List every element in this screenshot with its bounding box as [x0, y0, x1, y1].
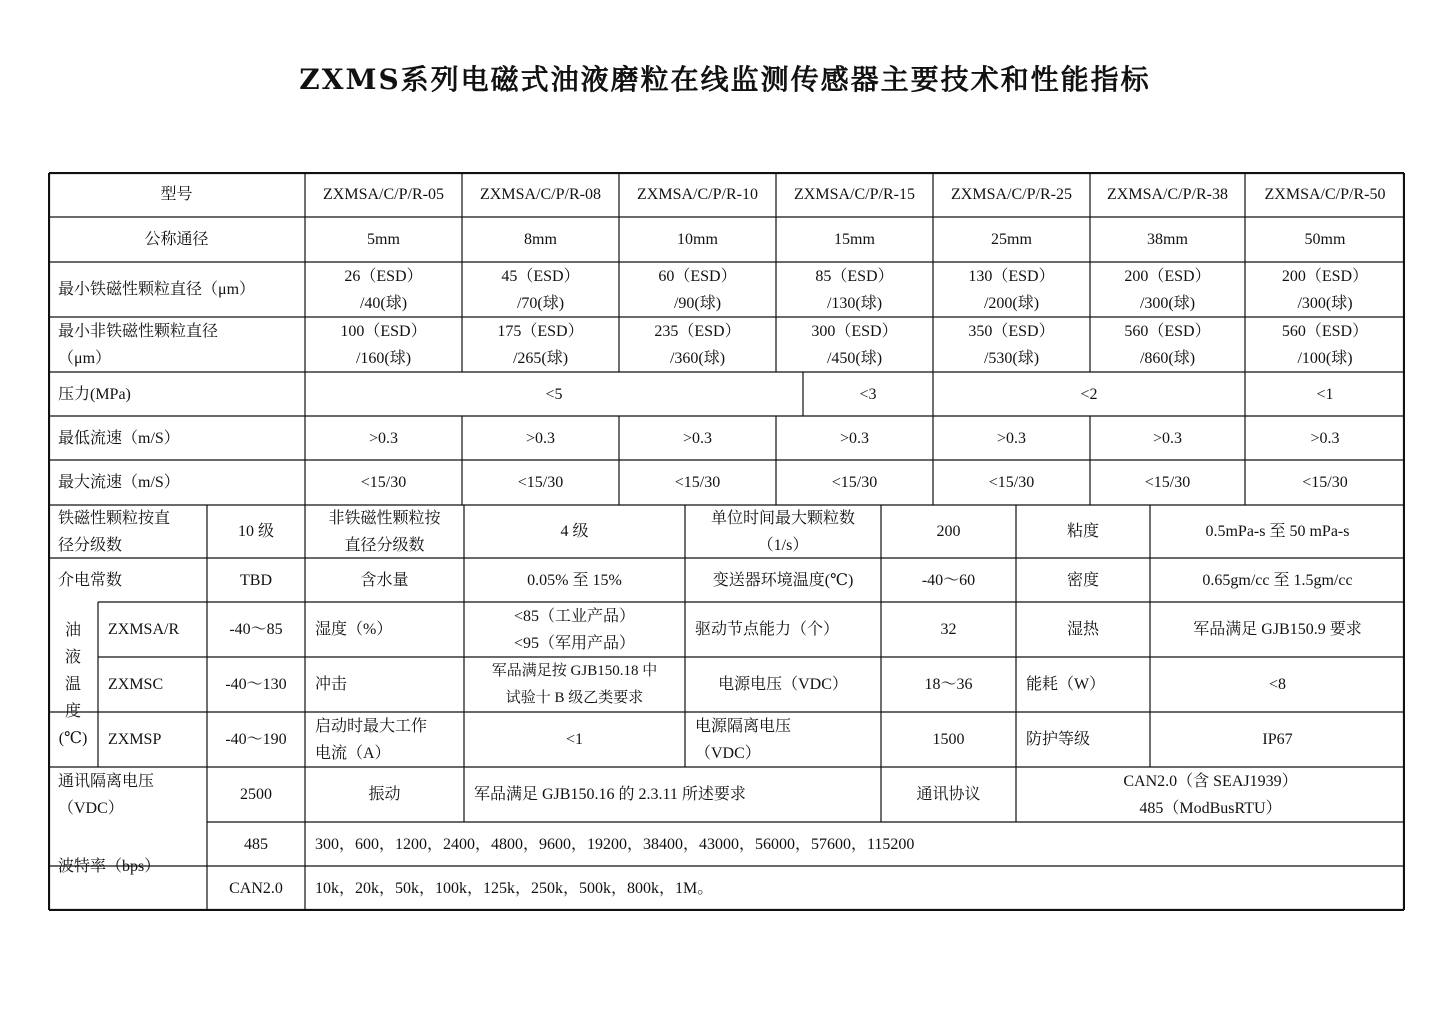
page-title: ZXMS系列电磁式油液磨粒在线监测传感器主要技术和性能指标 [299, 63, 1151, 96]
min_flow-value: >0.3 [1152, 429, 1183, 447]
ferrous-grade-label: 铁磁性颗粒按直 径分级数 [58, 509, 171, 554]
baud-label: 波特率（bps） [58, 858, 161, 875]
damp_heat-value: 军品满足 GJB150.9 要求 [1193, 621, 1362, 638]
pressure-value: <2 [1080, 385, 1098, 403]
comm-isolation-value: 2500 [240, 786, 272, 803]
oil-temp-label: 油 液 温 度 (℃) [58, 622, 88, 747]
nonferrous-value: 560（ESD） /860(球) [1124, 322, 1211, 367]
nonferrous-value: 175（ESD） /265(球) [497, 322, 584, 367]
min_flow-label: 最低流速（m/S） [58, 429, 180, 447]
ferrous-value: 200（ESD） /300(球) [1124, 267, 1211, 312]
water-value: 0.05% 至 15% [527, 571, 622, 589]
power-value: 18～36 [924, 676, 973, 693]
startup-label: 启动时最大工作 电流（A） [315, 717, 428, 762]
protection-label: 防护等级 [1026, 731, 1091, 748]
min_flow-value: >0.3 [839, 429, 870, 447]
baud-type: CAN2.0 [229, 880, 283, 897]
oil-temp-range: -40～130 [225, 676, 287, 693]
shock-value: 军品满足按 GJB150.18 中 试验十 B 级乙类要求 [491, 662, 658, 706]
max-count-label: 单位时间最大颗粒数 （1/s） [710, 509, 855, 554]
env-temp-value: -40～60 [921, 571, 976, 589]
ferrous-value: 130（ESD） /200(球) [968, 267, 1055, 312]
ferrous-label: 最小铁磁性颗粒直径（μm） [58, 281, 256, 298]
model-value: ZXMSA/C/P/R-25 [951, 186, 1072, 203]
model-value: ZXMSA/C/P/R-05 [323, 186, 444, 203]
bore-value: 10mm [677, 231, 718, 248]
pressure-value: <3 [859, 385, 877, 403]
min_flow-value: >0.3 [525, 429, 556, 447]
model-value: ZXMSA/C/P/R-08 [480, 186, 601, 203]
ferrous-value: 85（ESD） /130(球) [815, 267, 894, 312]
ferrous-value: 60（ESD） /90(球) [658, 267, 737, 312]
model-value: ZXMSA/C/P/R-38 [1107, 186, 1228, 203]
density-value: 0.65gm/cc 至 1.5gm/cc [1202, 571, 1353, 589]
ferrous-value: 200（ESD） /300(球) [1281, 267, 1369, 312]
oil-temp-range: -40～190 [225, 731, 287, 748]
max_flow-label: 最大流速（m/S） [58, 474, 180, 491]
max_flow-value: <15/30 [1302, 474, 1348, 491]
nonferrous-value: 100（ESD） /160(球) [340, 322, 427, 367]
drive-value: 32 [940, 621, 957, 638]
ferrous-value: 26（ESD） /40(球) [344, 267, 423, 312]
density-label: 密度 [1066, 571, 1099, 589]
bore-value: 38mm [1147, 231, 1188, 248]
bore-value: 5mm [367, 231, 400, 248]
protection-value: IP67 [1262, 731, 1293, 748]
isolation-label: 电源隔离电压 （VDC） [695, 717, 792, 762]
drive-label: 驱动节点能力（个） [695, 621, 840, 638]
model-value: ZXMSA/C/P/R-10 [637, 186, 758, 203]
nonferrous-value: 350（ESD） /530(球) [968, 322, 1055, 367]
baud-values: 300，600，1200，2400，4800，9600，19200，38400，43000，56000，57600，115200 [315, 835, 915, 853]
vibration-value: 军品满足 GJB150.16 的 2.3.11 所述要求 [474, 786, 746, 803]
model-value: ZXMSA/C/P/R-50 [1264, 186, 1386, 203]
max-count-value: 200 [936, 523, 961, 540]
oil-temp-model: ZXMSP [108, 731, 162, 748]
protocol-value: CAN2.0（含 SEAJ1939） 485（ModBusRTU） [1123, 772, 1298, 817]
spec-table [48, 172, 1405, 911]
bore-value: 15mm [834, 231, 875, 248]
isolation-value: 1500 [932, 731, 965, 748]
oil-temp-model: ZXMSC [108, 676, 164, 693]
nonferrous-grade-label: 非铁磁性颗粒按 直径分级数 [328, 509, 441, 554]
min_flow-value: >0.3 [1310, 429, 1340, 447]
nonferrous-grade-value: 4 级 [560, 523, 589, 540]
max_flow-value: <15/30 [360, 474, 407, 491]
dielectric-value: TBD [240, 571, 272, 589]
nonferrous-value: 300（ESD） /450(球) [811, 322, 898, 367]
pressure-value: <1 [1316, 385, 1334, 403]
consumption-value: <8 [1268, 676, 1287, 693]
pressure-label: 压力(MPa) [58, 385, 131, 403]
bore-value: 25mm [991, 231, 1032, 248]
bore-value: 8mm [524, 231, 557, 248]
damp_heat-label: 湿热 [1066, 621, 1099, 638]
bore-value: 50mm [1304, 231, 1346, 248]
baud-values: 10k，20k，50k，100k，125k，250k，500k，800k，1M。 [315, 880, 714, 897]
env-temp-label: 变送器环境温度(℃) [712, 571, 854, 589]
vibration-label: 振动 [368, 786, 401, 803]
comm-isolation-label: 通讯隔离电压 （VDC） [58, 772, 155, 817]
shock-label: 冲击 [315, 676, 348, 693]
model-label: 型号 [160, 186, 193, 203]
power-label: 电源电压（VDC） [718, 676, 848, 693]
max_flow-value: <15/30 [988, 474, 1035, 491]
nonferrous-value: 560（ESD） /100(球) [1281, 322, 1369, 367]
protocol-label: 通讯协议 [916, 786, 981, 803]
pressure-value: <5 [545, 385, 563, 403]
ferrous-grade-value: 10 级 [237, 523, 274, 540]
startup-value: <1 [565, 731, 584, 748]
max_flow-value: <15/30 [517, 474, 564, 491]
humidity-value: <85（工业产品） <95（军用产品） [513, 607, 636, 652]
consumption-label: 能耗（W） [1026, 676, 1106, 693]
nonferrous-label: 最小非铁磁性颗粒直径 （μm） [58, 322, 219, 367]
max_flow-value: <15/30 [831, 474, 878, 491]
max_flow-value: <15/30 [674, 474, 721, 491]
max_flow-value: <15/30 [1144, 474, 1191, 491]
min_flow-value: >0.3 [682, 429, 713, 447]
nonferrous-value: 235（ESD） /360(球) [654, 322, 741, 367]
viscosity-value: 0.5mPa-s 至 50 mPa-s [1205, 523, 1350, 540]
bore-label: 公称通径 [144, 231, 209, 248]
ferrous-value: 45（ESD） /70(球) [501, 267, 580, 312]
humidity-label: 湿度（%） [315, 621, 393, 638]
water-label: 含水量 [360, 571, 409, 589]
viscosity-label: 粘度 [1066, 523, 1099, 540]
min_flow-value: >0.3 [996, 429, 1027, 447]
min_flow-value: >0.3 [368, 429, 399, 447]
oil-temp-model: ZXMSA/R [108, 621, 180, 638]
model-value: ZXMSA/C/P/R-15 [794, 186, 915, 203]
baud-type: 485 [244, 835, 268, 853]
dielectric-label: 介电常数 [58, 571, 123, 589]
oil-temp-range: -40～85 [229, 621, 283, 638]
